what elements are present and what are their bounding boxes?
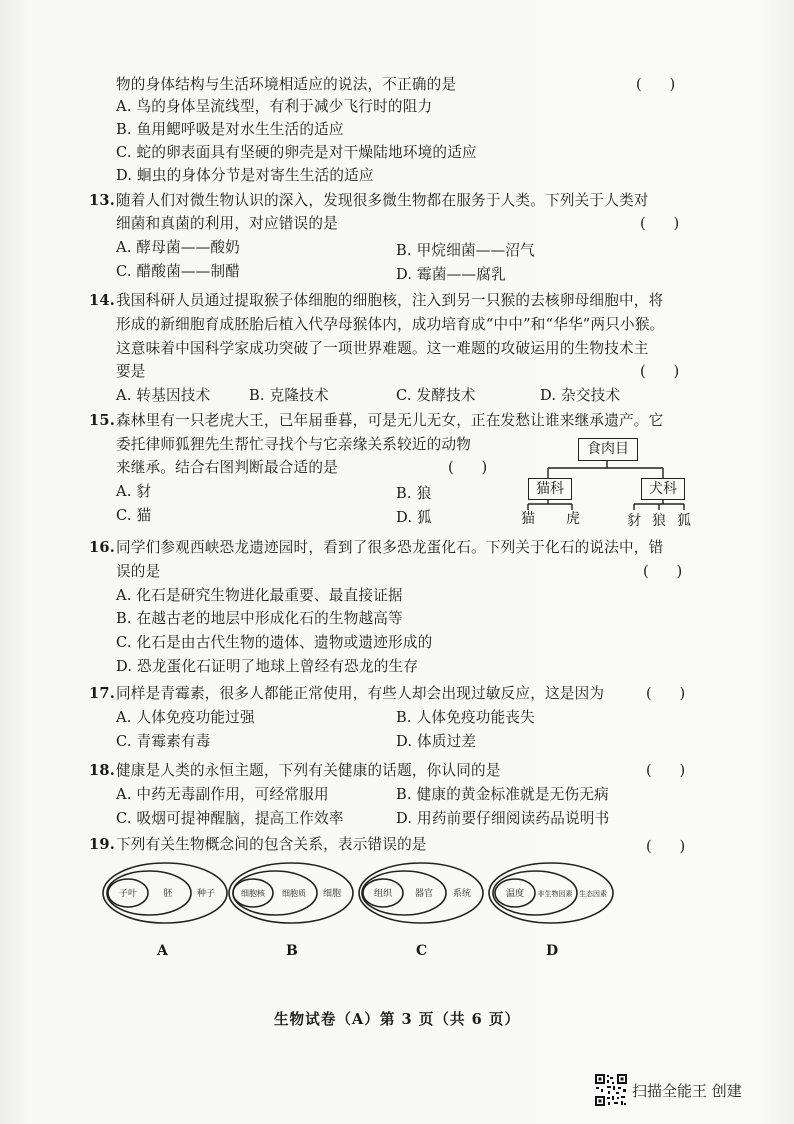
q16-option-c: C. 化石是由古代生物的遗体、遗物或遗迹形成的 [116, 634, 433, 651]
q15-option-b: B. 狼 [396, 485, 432, 502]
q16-option-a: A. 化石是研究生物进化最重要、最直接证据 [116, 587, 403, 604]
diagram-d-middle: 非生物因素 [537, 890, 573, 898]
q15-answer-paren: ( ) [448, 459, 488, 476]
q13-answer-paren: ( ) [640, 215, 680, 232]
q15-number: 15. [89, 412, 115, 429]
tree-leaf-tiger: 虎 [566, 511, 580, 527]
q14-stem-line4: 要是 [116, 363, 146, 380]
tree-node-carnivora: 食肉目 [578, 438, 638, 461]
q14-option-c: C. 发酵技术 [396, 387, 476, 404]
q19-number: 19. [89, 836, 115, 853]
diagram-b-label: B [286, 943, 298, 959]
q19-answer-paren: ( ) [646, 838, 686, 855]
q18-option-b: B. 健康的黄金标准就是无伤无病 [396, 786, 609, 803]
diagram-c-label: C [416, 943, 428, 959]
q19-stem: 下列有关生物概念间的包含关系，表示错误的是 [116, 836, 427, 853]
diagram-a-label: A [157, 943, 168, 959]
q15-stem-line3: 来继承。结合右图判断最合适的是 [116, 459, 338, 476]
q12-option-a: A. 鸟的身体呈流线型，有利于减少飞行时的阻力 [116, 98, 433, 115]
diagram-d-inner: 温度 [505, 889, 525, 899]
q17-option-a: A. 人体免疫功能过强 [116, 709, 255, 726]
tree-leaf-dhole: 豺 [627, 513, 641, 529]
q17-answer-paren: ( ) [646, 685, 686, 702]
q13-number: 13. [89, 192, 115, 209]
q14-answer-paren: ( ) [640, 363, 680, 380]
tree-node-felidae: 猫科 [528, 478, 572, 500]
q17-option-c: C. 青霉素有毒 [116, 733, 211, 750]
tree-leaf-fox: 狐 [677, 513, 691, 529]
q17-number: 17. [89, 685, 115, 702]
diagram-a-inner: 子叶 [118, 889, 138, 899]
q16-stem-line1: 同学们参观西峡恐龙遗迹园时，看到了很多恐龙蛋化石。下列关于化石的说法中，错 [116, 539, 664, 556]
q16-stem-line2: 误的是 [116, 563, 161, 580]
q16-option-b: B. 在越古老的地层中形成化石的生物越高等 [116, 610, 403, 627]
q18-stem: 健康是人类的永恒主题，下列有关健康的话题，你认同的是 [116, 762, 501, 779]
q18-answer-paren: ( ) [646, 762, 686, 779]
tree-leaf-cat: 猫 [521, 511, 535, 527]
q13-stem-line1: 随着人们对微生物认识的深入，发现很多微生物都在服务于人类。下列关于人类对 [116, 192, 649, 209]
q14-option-a: A. 转基因技术 [116, 387, 211, 404]
q13-option-d: D. 霉菌——腐乳 [396, 266, 506, 283]
page-footer: 生物试卷（A）第 3 页（共 6 页） [273, 1011, 521, 1028]
q14-option-d: D. 杂交技术 [540, 387, 621, 404]
diagram-b-inner: 细胞核 [241, 889, 265, 898]
q14-option-b: B. 克隆技术 [249, 387, 329, 404]
diagram-a-outer: 种子 [196, 889, 216, 899]
q14-stem-line3: 这意味着中国科学家成功突破了一项世界难题。这一难题的攻破运用的生物技术主 [116, 340, 649, 357]
q13-option-a: A. 酵母菌——酸奶 [116, 239, 240, 256]
q12-option-b: B. 鱼用鳃呼吸是对水生生活的适应 [116, 121, 344, 138]
q14-number: 14. [89, 292, 115, 309]
q15-option-a: A. 豺 [116, 483, 152, 500]
q18-option-c: C. 吸烟可提神醒脑，提高工作效率 [116, 810, 344, 827]
diagram-d-label: D [546, 943, 559, 959]
q13-option-b: B. 甲烷细菌——沼气 [396, 242, 535, 259]
diagram-b-middle: 细胞质 [282, 889, 306, 898]
q14-stem-line1: 我国科研人员通过提取猴子体细胞的细胞核，注入到另一只猴的去核卵母细胞中，将 [116, 292, 664, 309]
q14-stem-line2: 形成的新细胞育成胚胎后植入代孕母猴体内，成功培育成“中中”和“华华”两只小猴。 [116, 316, 665, 333]
q13-stem-line2: 细菌和真菌的利用，对应错误的是 [116, 215, 338, 232]
scanner-watermark: 扫描全能王 创建 [632, 1082, 742, 1100]
q18-number: 18. [89, 762, 115, 779]
diagram-d-outer: 生态因素 [579, 890, 607, 898]
q12-option-d: D. 蛔虫的身体分节是对寄生生活的适应 [116, 167, 374, 184]
q15-option-d: D. 狐 [396, 509, 432, 526]
diagram-c-middle: 器官 [414, 889, 434, 899]
diagram-a-middle: 胚 [163, 889, 173, 899]
q12-stem: 物的身体结构与生活环境相适应的说法，不正确的是 [116, 76, 457, 93]
q15-option-c: C. 猫 [116, 507, 152, 524]
diagram-c-inner: 组织 [373, 889, 393, 899]
diagram-c-outer: 系统 [452, 889, 472, 899]
q16-number: 16. [89, 539, 115, 556]
tree-node-canidae: 犬科 [641, 478, 685, 500]
q15-stem-line2: 委托律师狐狸先生帮忙寻找个与它亲缘关系较近的动物 [116, 436, 472, 453]
diagram-b-outer: 细胞 [322, 889, 342, 899]
q12-option-c: C. 蛇的卵表面具有坚硬的卵壳是对干燥陆地环境的适应 [116, 144, 477, 161]
q16-answer-paren: ( ) [643, 563, 683, 580]
q12-answer-paren: ( ) [636, 76, 676, 93]
qr-code-icon [594, 1073, 628, 1107]
q13-option-c: C. 醋酸菌——制醋 [116, 263, 241, 280]
q16-option-d: D. 恐龙蛋化石证明了地球上曾经有恐龙的生存 [116, 658, 419, 675]
q17-option-b: B. 人体免疫功能丧失 [396, 709, 535, 726]
q18-option-d: D. 用药前要仔细阅读药品说明书 [396, 810, 610, 827]
tree-leaf-wolf: 狼 [652, 513, 666, 529]
q17-option-d: D. 体质过差 [396, 733, 477, 750]
q17-stem: 同样是青霉素，很多人都能正常使用，有些人却会出现过敏反应，这是因为 [116, 685, 605, 702]
q18-option-a: A. 中药无毒副作用，可经常服用 [116, 786, 329, 803]
q15-stem-line1: 森林里有一只老虎大王，已年届垂暮，可是无儿无女，正在发愁让谁来继承遗产。它 [116, 412, 664, 429]
